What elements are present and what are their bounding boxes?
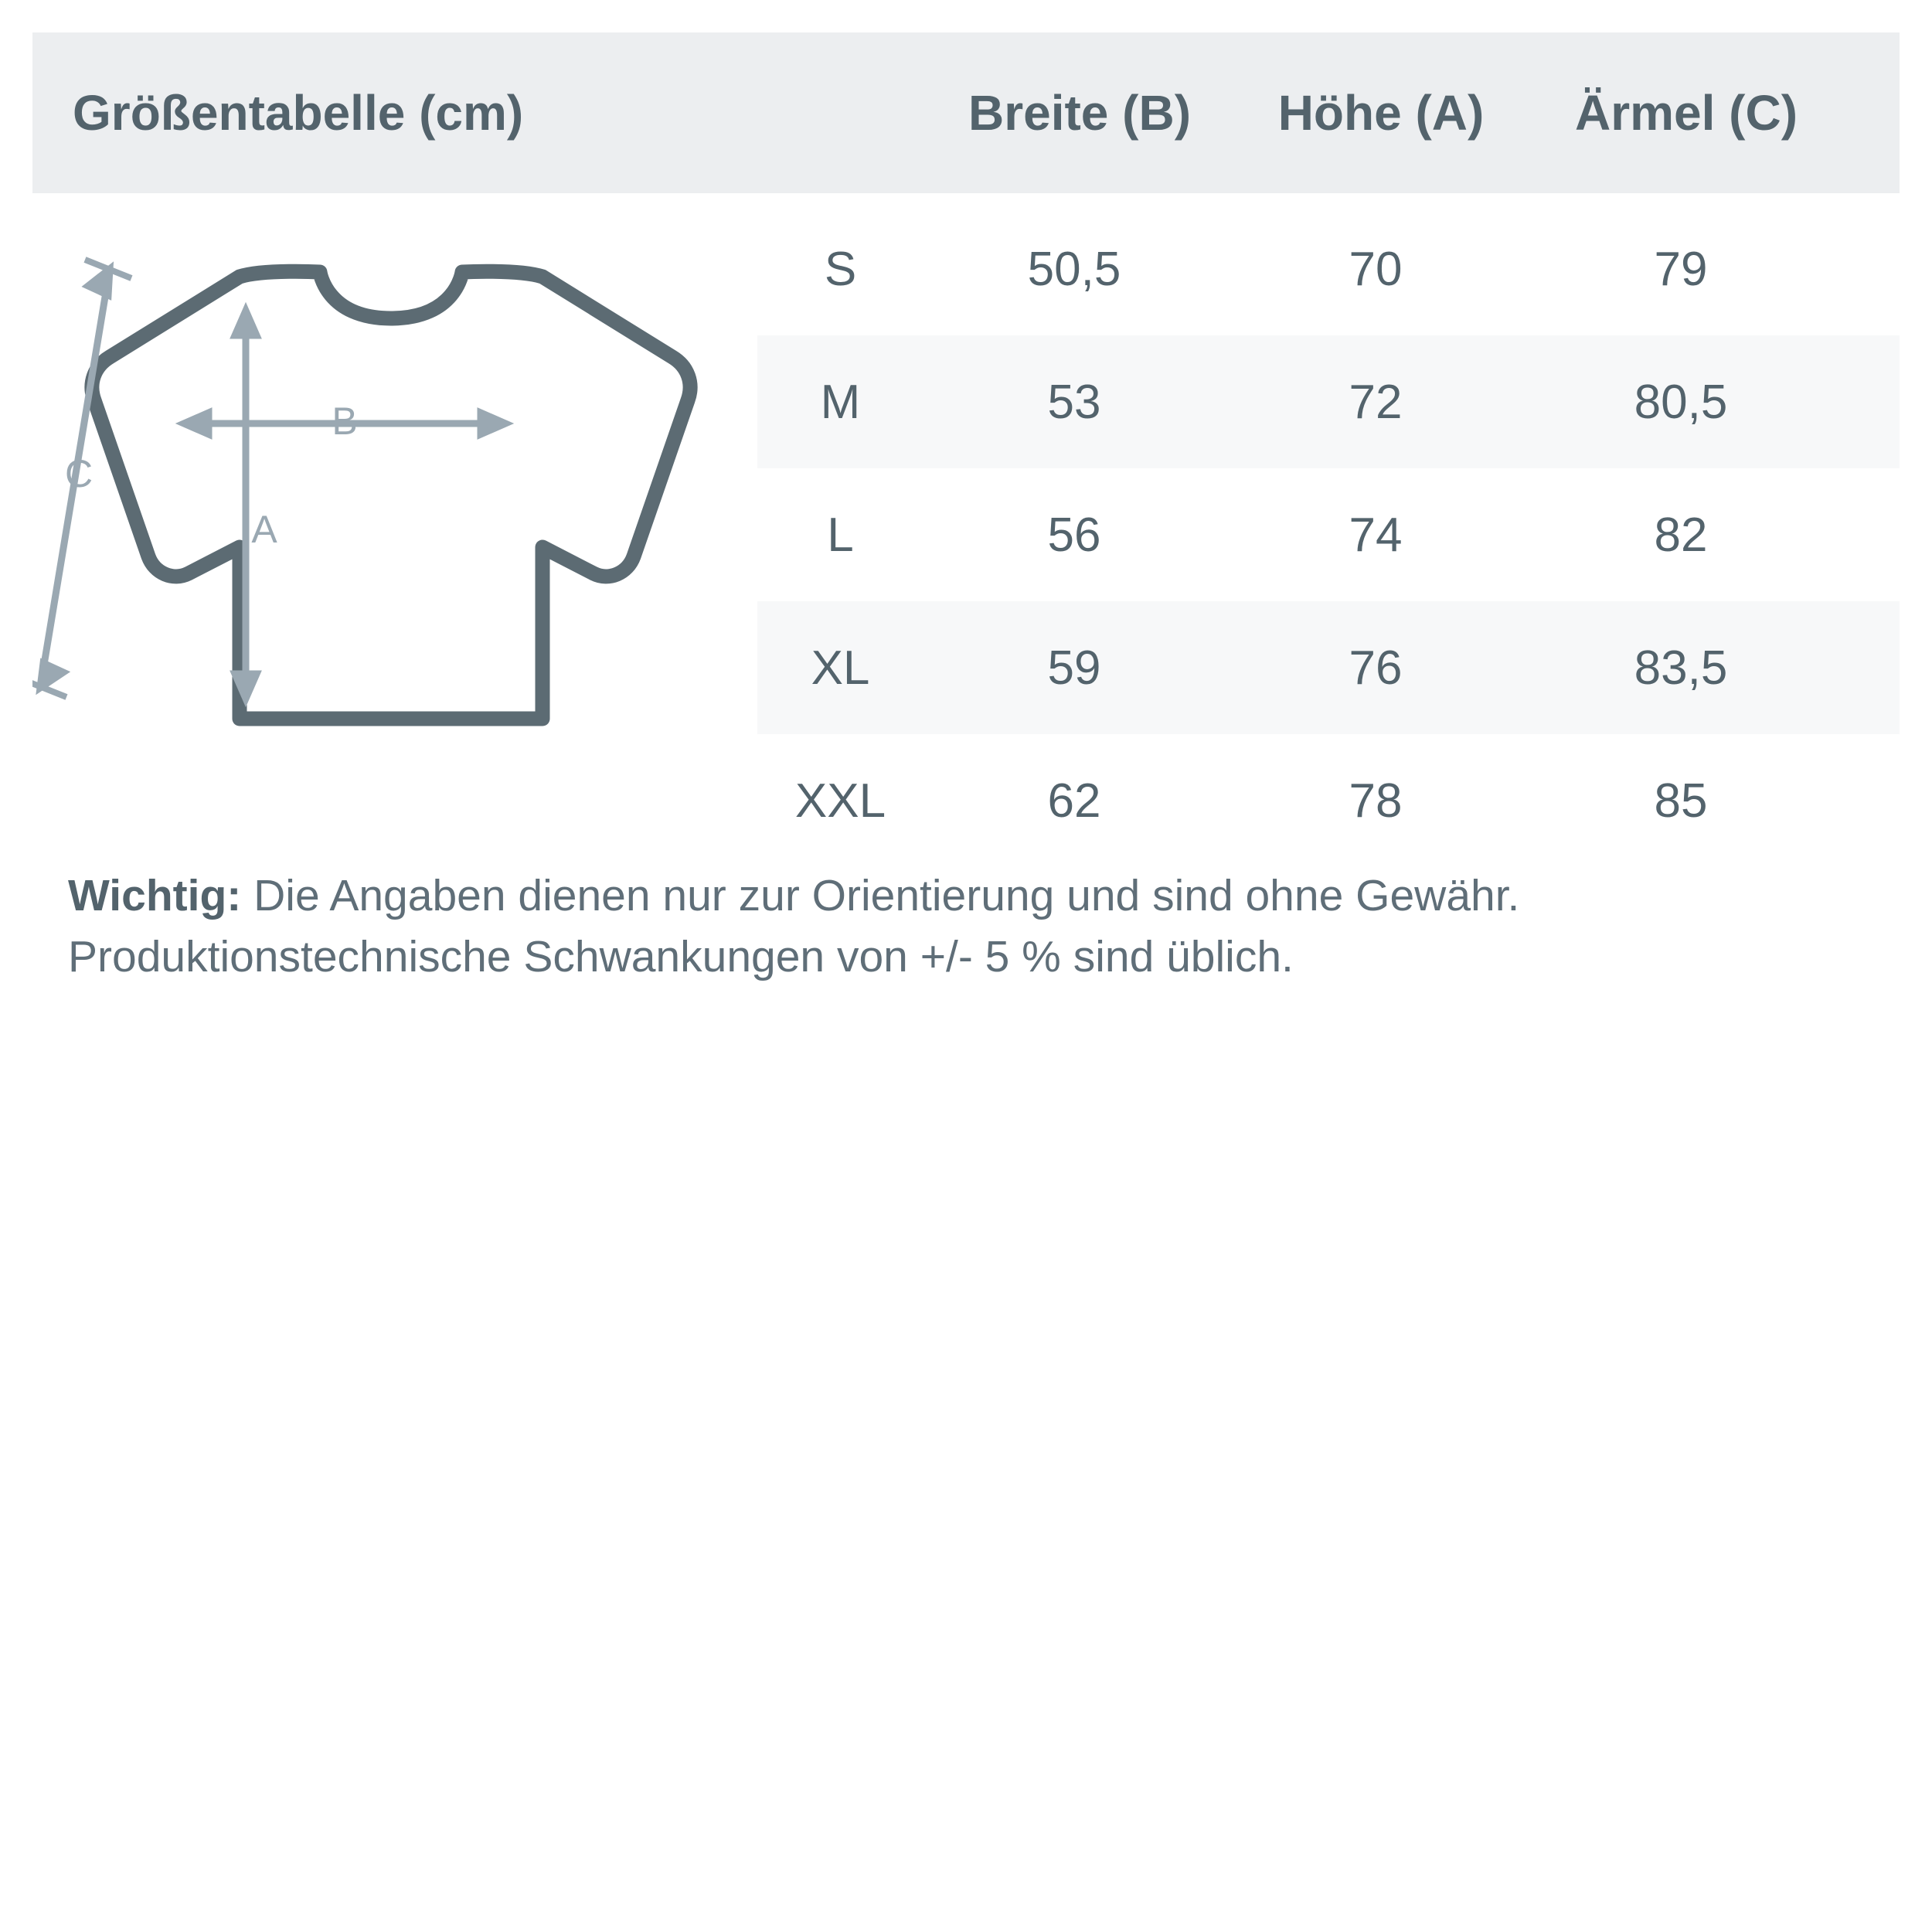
table-row xyxy=(757,202,1900,335)
cell-size: S xyxy=(824,242,857,296)
sleeve-label: C xyxy=(64,452,94,495)
cell-sleeve: 79 xyxy=(1654,242,1708,296)
cell-width: 62 xyxy=(1047,774,1101,828)
page-title: Größentabelle (cm) xyxy=(73,85,524,141)
cell-sleeve: 80,5 xyxy=(1634,375,1728,429)
disclaimer-label: Wichtig: xyxy=(68,871,242,920)
cell-sleeve: 85 xyxy=(1654,774,1708,828)
column-header-width: Breite (B) xyxy=(968,85,1192,141)
size-table xyxy=(757,202,1900,867)
cell-sleeve: 82 xyxy=(1654,508,1708,562)
cell-size: L xyxy=(827,508,854,562)
cell-width: 59 xyxy=(1047,641,1101,695)
column-header-sleeve: Ärmel (C) xyxy=(1574,85,1798,141)
cell-width: 50,5 xyxy=(1027,242,1121,296)
cell-width: 56 xyxy=(1047,508,1101,562)
sweater-diagram xyxy=(32,224,805,804)
table-row xyxy=(757,601,1900,734)
cell-height: 76 xyxy=(1349,641,1403,695)
cell-height: 72 xyxy=(1349,375,1403,429)
cell-sleeve: 83,5 xyxy=(1634,641,1728,695)
cell-width: 53 xyxy=(1047,375,1101,429)
cell-height: 74 xyxy=(1349,508,1403,562)
chart-header xyxy=(32,32,1900,193)
cell-size: XXL xyxy=(794,774,886,828)
table-row xyxy=(757,734,1900,867)
width-label: B xyxy=(332,400,358,443)
cell-height: 70 xyxy=(1349,242,1403,296)
cell-size: XL xyxy=(811,641,870,695)
table-row xyxy=(757,468,1900,601)
table-row xyxy=(757,335,1900,468)
column-header-height: Höhe (A) xyxy=(1277,85,1485,141)
disclaimer-text: Die Angaben dienen nur zur Orientierung und sind ohne Gewähr. Produktionstechnische Schwankungen von +/- 5 % sind üblich. xyxy=(68,871,1520,981)
height-label: A xyxy=(251,508,277,551)
column-headers xyxy=(929,84,1891,141)
cell-size: M xyxy=(820,375,861,429)
cell-height: 78 xyxy=(1349,774,1403,828)
sweater-outline xyxy=(92,271,690,719)
disclaimer-note xyxy=(68,866,1869,987)
